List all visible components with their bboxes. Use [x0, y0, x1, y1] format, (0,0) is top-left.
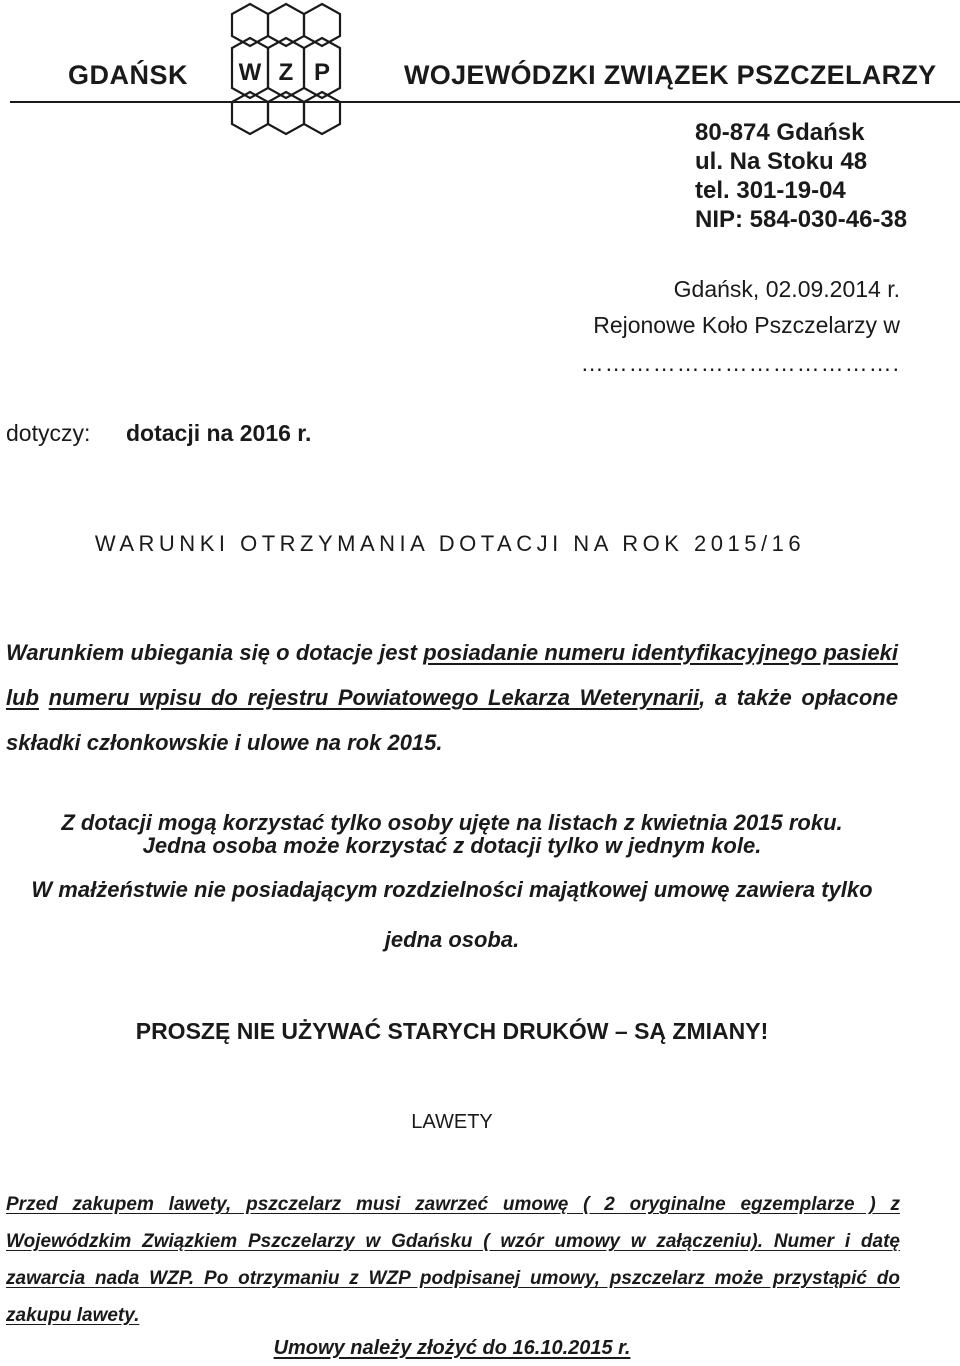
- condition-line: Z dotacji mogą korzystać tylko osoby ujęte na listach z kwietnia 2015 roku.: [61, 810, 843, 835]
- recipient-placeholder-dots: ………………………………….: [580, 350, 900, 376]
- letterhead-address: [695, 118, 907, 234]
- conditions-text: Warunkiem ubiegania się o dotacje jest: [6, 640, 424, 665]
- honeycomb-logo: [218, 0, 388, 150]
- warning-notice: PROSZĘ NIE UŻYWAĆ STARYCH DRUKÓW – SĄ ZMIANY!: [135, 1018, 769, 1044]
- letter-date: Gdańsk, 02.09.2014 r.: [673, 276, 900, 302]
- document-title: WARUNKI OTRZYMANIA DOTACJI NA ROK 2015/16: [94, 531, 806, 556]
- letterhead-city: GDAŃSK: [68, 60, 189, 90]
- deadline-notice: Umowy należy złożyć do 16.10.2015 r.: [273, 1337, 631, 1359]
- recipient: Rejonowe Koło Pszczelarzy w: [593, 312, 900, 338]
- conditions-underlined: numeru wpisu do rejestru Powiatowego Lekarza Weterynarii: [48, 685, 700, 710]
- letterhead-organization: WOJEWÓDZKI ZWIĄZEK PSZCZELARZY: [404, 60, 937, 90]
- section-heading-lawety: LAWETY: [411, 1111, 493, 1133]
- address-line: 80-874 Gdańsk: [695, 119, 865, 146]
- conditions-text: [39, 685, 49, 710]
- subject-label: dotyczy:: [6, 420, 91, 446]
- letterhead-divider: [10, 101, 960, 103]
- subject-value: dotacji na 2016 r.: [126, 420, 312, 446]
- conditions-text: , a także opłacone składki członkowskie i ulowe na rok 2015.: [6, 685, 898, 755]
- logo-letter-w: W: [238, 59, 262, 86]
- condition-line: Jedna osoba może korzystać z dotacji tylko w jednym kole.: [142, 833, 762, 858]
- condition-line: jedna osoba.: [384, 927, 520, 952]
- address-line: NIP: 584-030-46-38: [695, 206, 908, 233]
- subject-line: [6, 420, 311, 447]
- conditions-underlined: posiadanie numeru identyfikacyjnego pasieki lub: [6, 640, 898, 710]
- lawety-paragraph: Przed zakupem lawety, pszczelarz musi zawrzeć umowę ( 2 oryginalne egzemplarze ) z Wojewódzkim Związkiem Pszczelarzy w Gdańsku ( wzór umowy w załączeniu). Numer i datę zawarcia nada WZP. Po otrzymaniu z WZP podpisanej umowy, pszczelarz może przystąpić do zakupu lawety.: [6, 1194, 900, 1326]
- address-line: ul. Na Stoku 48: [695, 148, 868, 175]
- logo-letter-p: P: [313, 59, 331, 86]
- address-line: tel. 301-19-04: [695, 177, 846, 204]
- conditions-paragraph: [6, 630, 898, 765]
- logo-letter-z: Z: [278, 59, 294, 86]
- condition-line: W małżeństwie nie posiadającym rozdzielności majątkowej umowę zawiera tylko: [31, 877, 873, 902]
